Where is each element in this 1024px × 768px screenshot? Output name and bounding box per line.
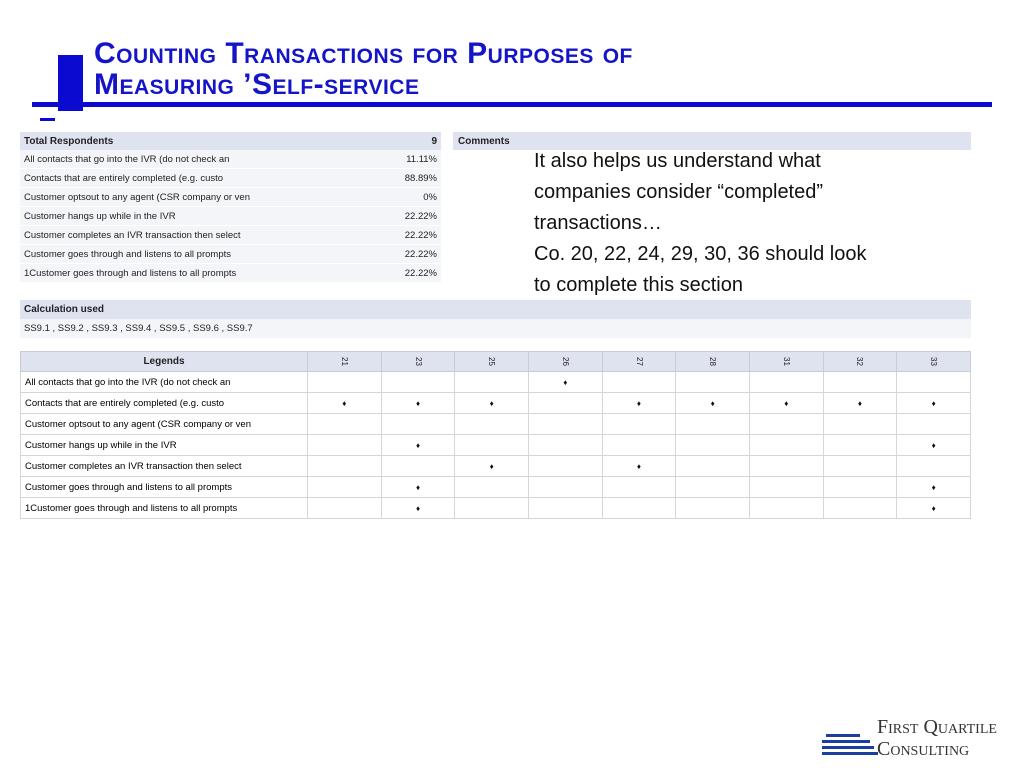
- legends-cell: [749, 477, 823, 498]
- legends-row: [21, 435, 971, 456]
- diamond-marker-icon: ♦: [897, 435, 971, 456]
- legends-cell: [381, 414, 455, 435]
- legends-cell: [897, 456, 971, 477]
- legends-row-label: Customer optsout to any agent (CSR company or ven: [21, 414, 308, 435]
- legends-cell: [749, 456, 823, 477]
- legends-row: [21, 372, 971, 393]
- comment-line: Co. 20, 22, 24, 29, 30, 36 should look: [534, 243, 867, 265]
- legends-cell: [676, 414, 750, 435]
- diamond-marker-icon: ♦: [528, 372, 602, 393]
- summary-row: [20, 264, 441, 283]
- legends-table: [20, 351, 971, 519]
- legends-column-header: [528, 352, 602, 372]
- summary-row-label: Customer optsout to any agent (CSR company or ven: [20, 188, 373, 207]
- comment-line: It also helps us understand what: [534, 150, 821, 172]
- legends-row: [21, 414, 971, 435]
- diamond-marker-icon: ♦: [455, 456, 529, 477]
- legends-cell: [308, 372, 382, 393]
- legends-row: [21, 456, 971, 477]
- legends-cell: [823, 435, 897, 456]
- legends-header-row: [21, 352, 971, 372]
- diamond-marker-icon: ♦: [381, 477, 455, 498]
- logo-stripes-icon: [822, 716, 882, 766]
- comment-text: [534, 146, 974, 301]
- diamond-marker-icon: ♦: [381, 435, 455, 456]
- legends-row: [21, 477, 971, 498]
- legends-column-header: [897, 352, 971, 372]
- diamond-marker-icon: ♦: [602, 456, 676, 477]
- diamond-marker-icon: ♦: [897, 393, 971, 414]
- summary-row-label: Customer hangs up while in the IVR: [20, 207, 373, 226]
- legends-column-label: 26: [560, 357, 570, 366]
- summary-row-value: 22.22%: [373, 207, 441, 226]
- summary-row-label: Customer completes an IVR transaction then select: [20, 226, 373, 245]
- slide-title: [94, 38, 894, 100]
- legends-row-label: Customer goes through and listens to all prompts: [21, 477, 308, 498]
- logo-text: [877, 716, 997, 760]
- company-logo: [822, 716, 1022, 766]
- legends-cell: [823, 372, 897, 393]
- logo-line-1: First Quartile: [877, 716, 997, 738]
- legends-cell: [749, 435, 823, 456]
- legends-cell: [455, 498, 529, 519]
- legends-cell: [676, 456, 750, 477]
- slide-title-line-1: Counting Transactions for Purposes of: [94, 37, 633, 70]
- legends-row-label: Customer hangs up while in the IVR: [21, 435, 308, 456]
- comment-line: companies consider “completed”: [534, 181, 824, 203]
- diamond-marker-icon: ♦: [897, 498, 971, 519]
- legends-cell: [602, 498, 676, 519]
- diamond-marker-icon: ♦: [823, 393, 897, 414]
- logo-stripe: [822, 752, 878, 755]
- calculation-table: [20, 300, 971, 339]
- summary-table: [20, 132, 441, 283]
- legends-cell: [676, 372, 750, 393]
- legends-cell: [455, 414, 529, 435]
- legends-cell: [528, 456, 602, 477]
- legends-cell: [749, 414, 823, 435]
- comment-line: transactions…: [534, 212, 662, 234]
- legends-row: [21, 498, 971, 519]
- legends-cell: [749, 498, 823, 519]
- logo-stripe: [822, 740, 870, 743]
- legends-cell: [528, 498, 602, 519]
- legends-row-label: Contacts that are entirely completed (e.g. custo: [21, 393, 308, 414]
- legends-cell: [308, 414, 382, 435]
- diamond-marker-icon: ♦: [602, 393, 676, 414]
- legends-column-header: [455, 352, 529, 372]
- diamond-marker-icon: ♦: [897, 477, 971, 498]
- legends-cell: [676, 435, 750, 456]
- legends-column-label: 33: [929, 357, 939, 366]
- summary-header-value: 9: [431, 135, 437, 147]
- legends-column-label: 31: [781, 357, 791, 366]
- legends-cell: [823, 456, 897, 477]
- legends-cell: [528, 477, 602, 498]
- comments-header: Comments: [458, 135, 510, 147]
- summary-row-value: 22.22%: [373, 245, 441, 264]
- summary-rows: [20, 150, 441, 283]
- diamond-marker-icon: ♦: [381, 393, 455, 414]
- legends-cell: [381, 456, 455, 477]
- logo-stripe: [822, 746, 874, 749]
- legends-cell: [749, 372, 823, 393]
- legends-column-header: [823, 352, 897, 372]
- legends-header: Legends: [21, 352, 308, 372]
- legends-cell: [455, 435, 529, 456]
- legends-column-header: [676, 352, 750, 372]
- legends-cell: [455, 477, 529, 498]
- summary-row: [20, 188, 441, 207]
- legends-cell: [528, 435, 602, 456]
- title-accent-dash: [40, 118, 55, 121]
- legends-cell: [602, 414, 676, 435]
- title-underline: [32, 102, 992, 107]
- legends-cell: [676, 477, 750, 498]
- legends-row-label: Customer completes an IVR transaction then select: [21, 456, 308, 477]
- legends-column-header: [381, 352, 455, 372]
- legends-cell: [308, 435, 382, 456]
- summary-row-value: 88.89%: [373, 169, 441, 188]
- legends-cell: [602, 372, 676, 393]
- summary-row-value: 11.11%: [373, 150, 441, 169]
- legends-row-label: All contacts that go into the IVR (do not check an: [21, 372, 308, 393]
- legends-cell: [308, 456, 382, 477]
- legends-column-label: 27: [634, 357, 644, 366]
- calculation-value: SS9.1 , SS9.2 , SS9.3 , SS9.4 , SS9.5 , SS9.6 , SS9.7: [20, 319, 971, 339]
- legends-cell: [823, 414, 897, 435]
- logo-line-2: Consulting: [877, 738, 970, 760]
- legends-cell: [308, 477, 382, 498]
- slide-title-line-2: Measuring ’Self-service: [94, 68, 420, 101]
- legends-cell: [528, 414, 602, 435]
- legends-cell: [455, 372, 529, 393]
- legends-rows: [21, 372, 971, 519]
- calculation-header: Calculation used: [24, 304, 105, 315]
- diamond-marker-icon: ♦: [749, 393, 823, 414]
- legends-cell: [897, 414, 971, 435]
- diamond-marker-icon: ♦: [308, 393, 382, 414]
- summary-row-value: 22.22%: [373, 226, 441, 245]
- legends-column-header: [308, 352, 382, 372]
- legends-row-label: 1Customer goes through and listens to all prompts: [21, 498, 308, 519]
- diamond-marker-icon: ♦: [455, 393, 529, 414]
- summary-row-label: All contacts that go into the IVR (do not check an: [20, 150, 373, 169]
- legends-row: [21, 393, 971, 414]
- legends-cell: [676, 498, 750, 519]
- legends-cell: [308, 498, 382, 519]
- legends-cell: [602, 477, 676, 498]
- summary-row: [20, 226, 441, 245]
- summary-row: [20, 169, 441, 188]
- legends-column-label: 25: [487, 357, 497, 366]
- legends-cell: [602, 435, 676, 456]
- legends-column-label: 32: [855, 357, 865, 366]
- legends-cell: [381, 372, 455, 393]
- diamond-marker-icon: ♦: [676, 393, 750, 414]
- summary-header-label: Total Respondents: [24, 135, 114, 147]
- diamond-marker-icon: ♦: [381, 498, 455, 519]
- summary-row-label: Contacts that are entirely completed (e.g. custo: [20, 169, 373, 188]
- summary-row: [20, 245, 441, 264]
- legends-column-header: [749, 352, 823, 372]
- summary-row-label: Customer goes through and listens to all prompts: [20, 245, 373, 264]
- legends-column-label: 28: [708, 357, 718, 366]
- summary-row: [20, 207, 441, 226]
- legends-cell: [823, 498, 897, 519]
- legends-cell: [897, 372, 971, 393]
- legends-cell: [528, 393, 602, 414]
- legends-column-label: 21: [339, 357, 349, 366]
- legends-column-label: 23: [413, 357, 423, 366]
- legends-cell: [823, 477, 897, 498]
- summary-row-value: 0%: [373, 188, 441, 207]
- summary-row-value: 22.22%: [373, 264, 441, 283]
- summary-row: [20, 150, 441, 169]
- legends-column-header: [602, 352, 676, 372]
- comment-line: to complete this section: [534, 274, 743, 296]
- summary-row-label: 1Customer goes through and listens to all prompts: [20, 264, 373, 283]
- logo-stripe: [826, 734, 860, 737]
